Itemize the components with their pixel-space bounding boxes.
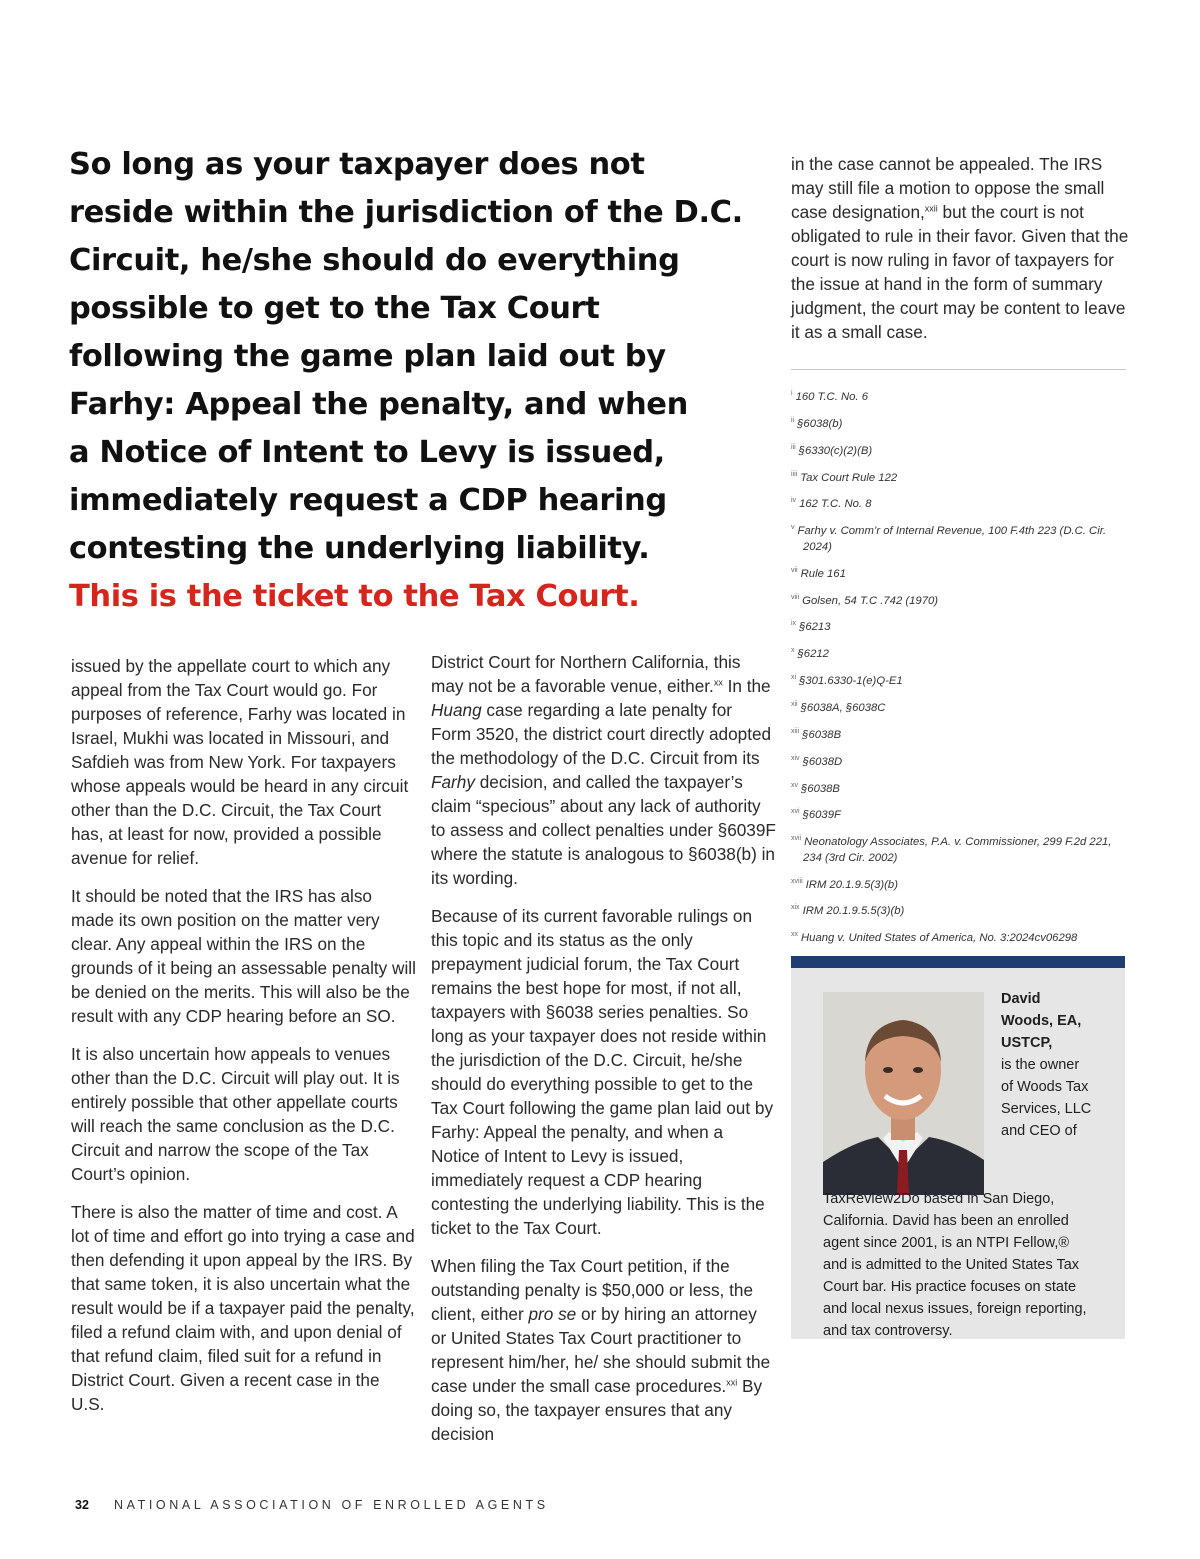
left-column <box>71 654 416 1430</box>
endnote-number: i <box>791 390 793 397</box>
endnote-number: iv <box>791 497 797 505</box>
endnote-item <box>791 467 1121 486</box>
endnotes-list <box>791 386 1121 1008</box>
pull-quote-line: following the game plan laid out by <box>69 339 666 374</box>
endnote-text: §6213 <box>799 621 831 634</box>
text-run: By doing so, the taxpayer ensures that any decision <box>431 1376 763 1444</box>
body-paragraph: It should be noted that the IRS has also made its own position on the matter very clear. Any appeal within the IRS on the grounds of it being an assessable penalty will be denied on the merits. This will also be the result with any CDP hearing before an SO. <box>71 886 416 1026</box>
endnote-text: §301.6330-1(e)Q-E1 <box>799 674 903 687</box>
endnote-text: Farhy v. Comm’r of Internal Revenue, 100 F.4th 223 (D.C. Cir. 2024) <box>797 525 1107 553</box>
endnote-item <box>791 751 1121 770</box>
body-paragraph: Because of its current favorable rulings on this topic and its status as the only prepayment judicial forum, the Tax Court remains the best hope for most, if not all, taxpayers with §6038 series penalties. So long as your taxpayer does not reside within the jurisdiction of the D.C. Circuit, he/she should do everything possible to get to the Tax Court following the game plan laid out by Farhy: Appeal the penalty, and when a Notice of Intent to Levy is issued, immediately request a CDP hearing contesting the underlying liability. This is the ticket to the Tax Court. <box>431 906 774 1238</box>
endnote-text: §6038A, §6038C <box>800 701 886 714</box>
endnote-text: IRM 20.1.9.5.5(3)(b) <box>802 905 905 918</box>
body-paragraph: It is also uncertain how appeals to venues other than the D.C. Circuit will play out. It is entirely possible that other appellate courts will reach the same conclusion as the D.C. Circuit and narrow the scope of the Tax Court’s opinion. <box>71 1044 400 1184</box>
endnote-ref[interactable]: xxi <box>726 1377 738 1388</box>
endnote-number: xix <box>791 904 800 912</box>
endnote-text: §6038B <box>802 728 842 741</box>
latin-term: pro se <box>528 1304 577 1324</box>
endnote-item <box>791 724 1121 743</box>
middle-column <box>431 650 776 1460</box>
body-paragraph: issued by the appellate court to which any appeal from the Tax Court would go. For purposes of reference, Farhy was located in Israel, Mukhi was located in Missouri, and Safdieh was from New York. For taxpayers whose appeals would be heard in any circuit other than the D.C. Circuit, the Tax Court has, at least for now, provided a possible avenue for relief. <box>71 656 409 868</box>
endnote-item <box>791 493 1121 512</box>
endnote-number: xx <box>791 931 798 939</box>
body-paragraph <box>791 152 1131 344</box>
author-bio <box>791 968 1125 1339</box>
body-paragraph <box>431 1254 776 1446</box>
endnote-item <box>791 778 1121 797</box>
endnote-text: Huang v. United States of America, No. 3:2024cv06298 <box>801 932 1078 945</box>
endnote-item <box>791 520 1121 555</box>
endnote-number: xii <box>791 700 798 708</box>
endnote-number: vii <box>791 566 798 574</box>
text-run: District Court for Northern California, this may not be a favorable venue, either. <box>431 652 741 696</box>
endnote-text: §6038B <box>801 782 840 795</box>
endnote-number: xvi <box>791 808 800 816</box>
endnote-item <box>791 900 1121 919</box>
endnote-item <box>791 670 1121 689</box>
endnote-text: 160 T.C. No. 6 <box>795 390 868 403</box>
pull-quote-line: reside within the jurisdiction of the D.C. <box>69 195 743 230</box>
endnote-number: x <box>791 647 795 655</box>
endnote-item <box>791 643 1121 662</box>
endnote-number: xviii <box>791 877 803 885</box>
endnote-number: ix <box>791 620 797 628</box>
publication-name: NATIONAL ASSOCIATION OF ENROLLED AGENTS <box>113 1498 549 1512</box>
body-paragraph: There is also the matter of time and cost. A lot of time and effort go into trying a case and then defending it upon appeal by the IRS. By that same token, it is also uncertain what the result would be if a taxpayer paid the penalty, filed a refund claim with, and upon denial of that refund claim, filed suit for a refund in District Court. Given a recent case in the U.S. <box>71 1202 415 1414</box>
endnote-number: viii <box>791 593 800 601</box>
bio-photo-spacer <box>823 988 1001 1188</box>
endnote-number: xv <box>791 781 798 789</box>
endnote-number: iiii <box>791 470 798 478</box>
endnote-item <box>791 927 1121 946</box>
body-paragraph <box>431 650 776 890</box>
endnote-text: §6212 <box>797 648 829 660</box>
endnote-text: IRM 20.1.9.5(3)(b) <box>805 878 898 891</box>
endnote-number: iii <box>791 443 796 451</box>
endnote-text: §6330(c)(2)(B) <box>798 444 873 457</box>
right-column <box>791 152 1131 358</box>
endnote-number: ii <box>791 416 795 424</box>
pull-quote-highlight: This is the ticket to the Tax Court. <box>69 579 640 614</box>
endnote-text: §6039F <box>802 809 841 822</box>
endnote-text: Rule 161 <box>800 567 846 580</box>
case-name: Farhy <box>431 772 475 792</box>
pull-quote-line: immediately request a CDP hearing <box>69 483 667 518</box>
endnote-ref[interactable]: xxii <box>924 203 938 214</box>
endnote-item <box>791 386 1121 405</box>
text-run: In the <box>722 676 771 696</box>
endnote-item <box>791 590 1121 609</box>
endnote-item <box>791 563 1121 582</box>
endnote-text: §6038D <box>802 755 843 768</box>
endnote-text: 162 T.C. No. 8 <box>799 498 872 511</box>
endnote-text: Tax Court Rule 122 <box>800 471 898 484</box>
endnote-text: Golsen, 54 T.C .742 (1970) <box>802 594 939 607</box>
page-number: 32 <box>75 1498 89 1512</box>
endnote-item <box>791 804 1121 823</box>
text-run: in the case cannot be appealed. The IRS may still file a motion to oppose the small case designation, <box>791 154 1105 222</box>
text-run: but the court is not obligated to rule in their favor. Given that the court is now ruling in favor of taxpayers for the issue at hand in the form of summary judgment, the court may be content to leave it as a small case. <box>791 202 1129 342</box>
case-name: Huang <box>431 700 482 720</box>
endnote-item <box>791 831 1121 866</box>
endnote-item <box>791 616 1121 635</box>
endnote-item <box>791 440 1121 459</box>
author-description: is the owner of Woods Tax Services, LLC and CEO of TaxReview2Do based in San Diego, California. David has been an enrolled agent since 2001, is an NTPI Fellow,® and is admitted to the United States Tax Court bar. His practice focuses on state and local nexus issues, foreign reporting, and tax controversy. <box>823 1057 1092 1339</box>
pull-quote-line: Farhy: Appeal the penalty, and when <box>69 387 688 422</box>
endnote-number: xi <box>791 674 797 682</box>
endnote-number: xvii <box>791 835 802 843</box>
endnote-number: xiii <box>791 727 800 735</box>
endnote-ref[interactable]: xx <box>713 677 723 688</box>
endnote-item <box>791 413 1121 432</box>
pull-quote-line: So long as your taxpayer does not <box>69 147 645 182</box>
endnote-item <box>791 697 1121 716</box>
endnote-text: Neonatology Associates, P.A. v. Commissioner, 299 F.2d 221, 234 (3rd Cir. 2002) <box>803 836 1112 864</box>
endnote-text: §6038(b) <box>797 417 843 430</box>
endnote-item <box>791 874 1121 893</box>
text-run: or by hiring an attorney or United States Tax Court practitioner to represent him/her, he/ she should submit the case under the small case procedures. <box>431 1304 771 1396</box>
pull-quote-line: Circuit, he/she should do everything <box>69 243 680 278</box>
pull-quote-line: a Notice of Intent to Levy is issued, <box>69 435 665 470</box>
endnote-number: xiv <box>791 754 800 762</box>
bio-text-block <box>823 988 1093 1342</box>
endnote-number: v <box>791 524 795 532</box>
text-run: When filing the Tax Court petition, if the outstanding penalty is $50,000 or less, the client, either <box>431 1256 754 1324</box>
bio-accent-bar <box>791 956 1125 968</box>
endnotes-divider <box>791 369 1126 370</box>
page-footer <box>75 1498 549 1512</box>
pull-quote-line: contesting the underlying liability. <box>69 531 650 566</box>
pull-quote <box>69 141 759 621</box>
text-run: decision, and called the taxpayer’s claim “specious” about any lack of authority to assess and collect penalties under §6039F where the statute is analogous to §6038(b) in its wording. <box>431 772 776 888</box>
pull-quote-line: possible to get to the Tax Court <box>69 291 600 326</box>
text-run: case regarding a late penalty for Form 3520, the district court directly adopted the methodology of the D.C. Circuit from its <box>431 700 772 768</box>
author-name: David Woods, EA, USTCP, <box>1001 991 1082 1051</box>
